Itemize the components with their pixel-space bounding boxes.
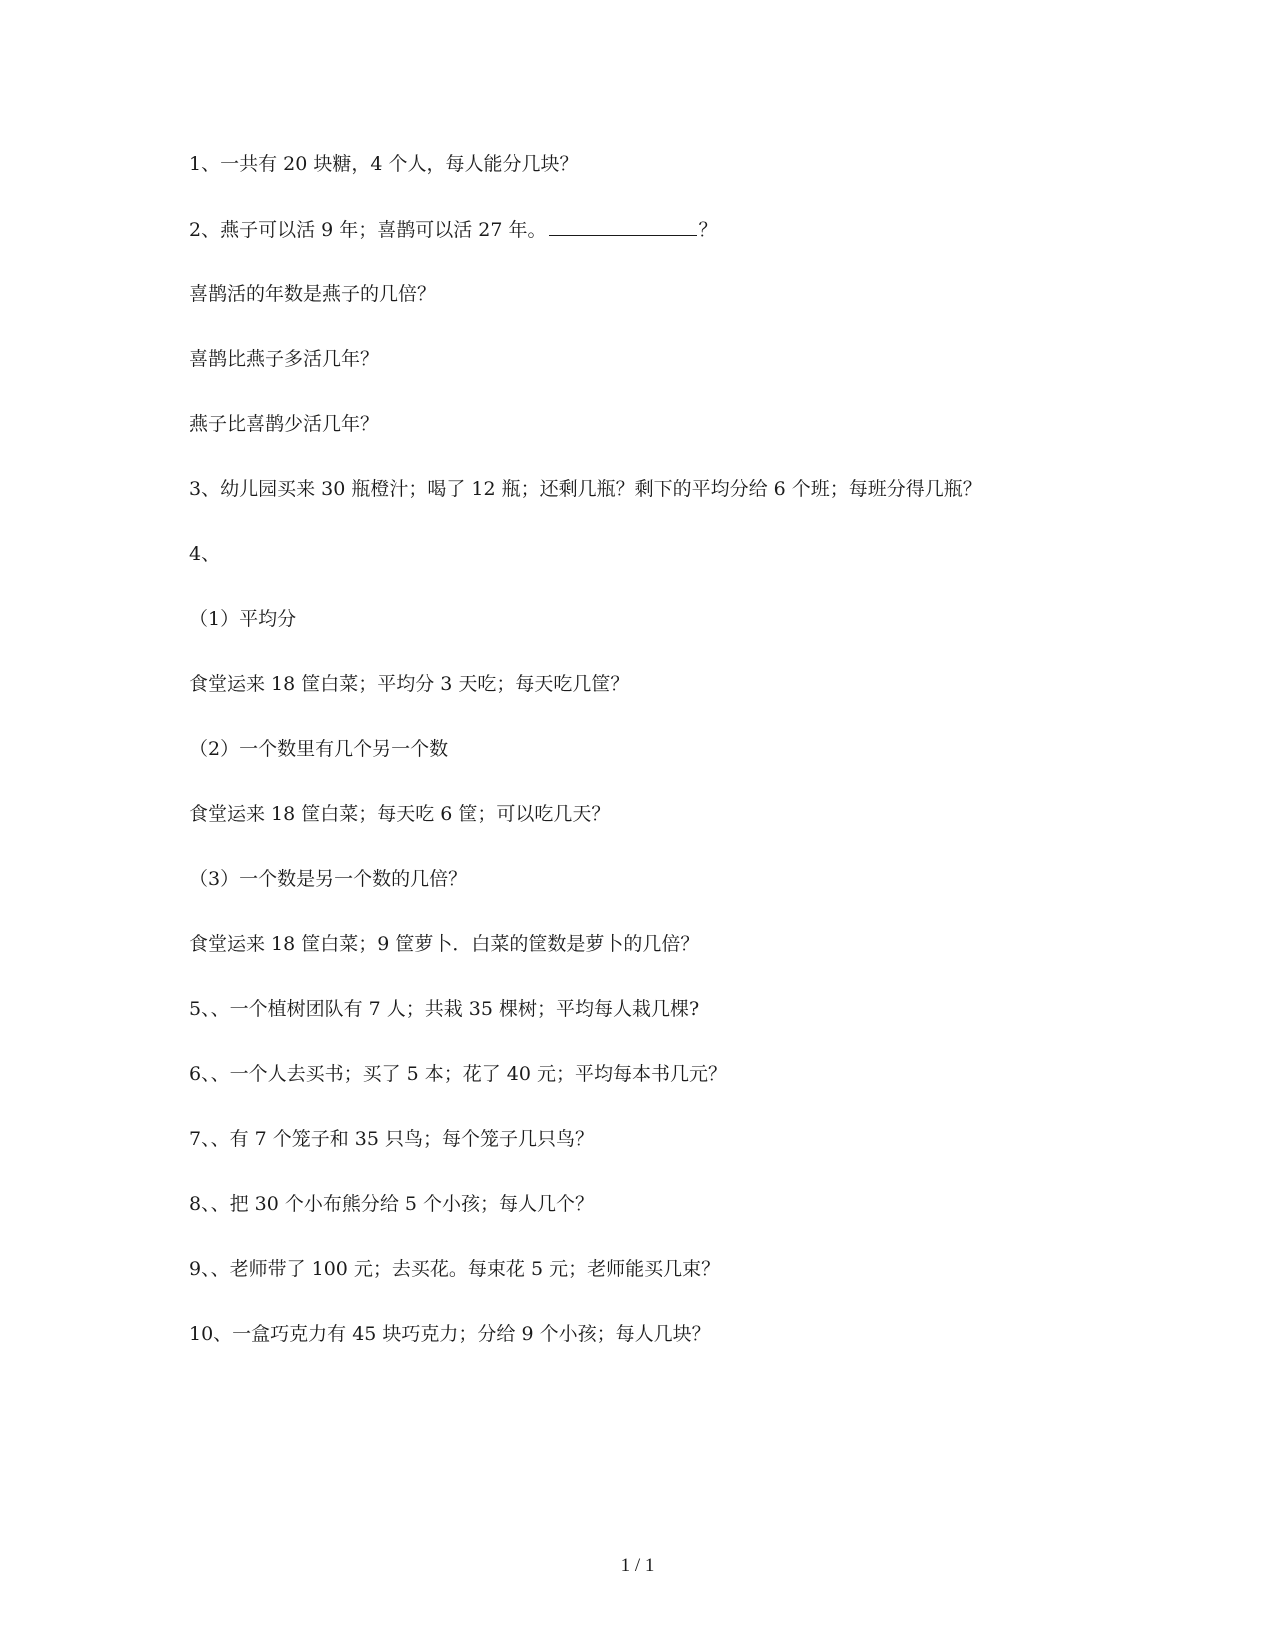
page-number: 1 / 1 — [620, 1555, 655, 1576]
problem-4-section-1-question: 食堂运来 18 筐白菜；平均分 3 天吃；每天吃几筐？ — [189, 673, 630, 695]
problem-7: 7、、有 7 个笼子和 35 只鸟；每个笼子几只鸟？ — [189, 1128, 595, 1150]
problem-4-section-3-question: 食堂运来 18 筐白菜；9 筐萝卜．白菜的筐数是萝卜的几倍？ — [189, 933, 700, 955]
problem-4-section-2-question: 食堂运来 18 筐白菜；每天吃 6 筐；可以吃几天？ — [189, 803, 611, 825]
problem-2-question-2: 喜鹊比燕子多活几年？ — [189, 348, 380, 370]
problem-list — [189, 151, 1089, 1386]
problem-2-text: 2、燕子可以活 9 年；喜鹊可以活 27 年。 — [189, 219, 547, 241]
problem-9: 9、、老师带了 100 元；去买花。每束花 5 元；老师能买几束？ — [189, 1258, 721, 1280]
answer-blank[interactable] — [549, 216, 697, 236]
problem-2-question-mark: ？ — [698, 219, 718, 241]
problem-8: 8、、把 30 个小布熊分给 5 个小孩；每人几个？ — [189, 1193, 595, 1215]
problem-2-question-1: 喜鹊活的年数是燕子的几倍？ — [189, 283, 437, 305]
problem-1: 1、一共有 20 块糖，4 个人，每人能分几块？ — [189, 153, 579, 175]
problem-10: 10、一盒巧克力有 45 块巧克力；分给 9 个小孩；每人几块？ — [189, 1323, 711, 1345]
problem-3: 3、幼儿园买来 30 瓶橙汁；喝了 12 瓶；还剩几瓶？剩下的平均分给 6 个班；每班分得几瓶？ — [189, 478, 982, 500]
problem-2 — [189, 216, 1089, 281]
problem-4-section-1-title: （1）平均分 — [189, 608, 297, 630]
problem-6: 6、、一个人去买书；买了 5 本；花了 40 元；平均每本书几元？ — [189, 1063, 728, 1085]
problem-4-section-2-title: （2）一个数里有几个另一个数 — [189, 738, 449, 760]
problem-5: 5、、一个植树团队有 7 人；共栽 35 棵树；平均每人栽几棵? — [189, 998, 700, 1020]
problem-2-question-3: 燕子比喜鹊少活几年？ — [189, 413, 380, 435]
problem-4-section-3-title: （3）一个数是另一个数的几倍？ — [189, 868, 468, 890]
problem-4: 4、 — [189, 543, 221, 565]
